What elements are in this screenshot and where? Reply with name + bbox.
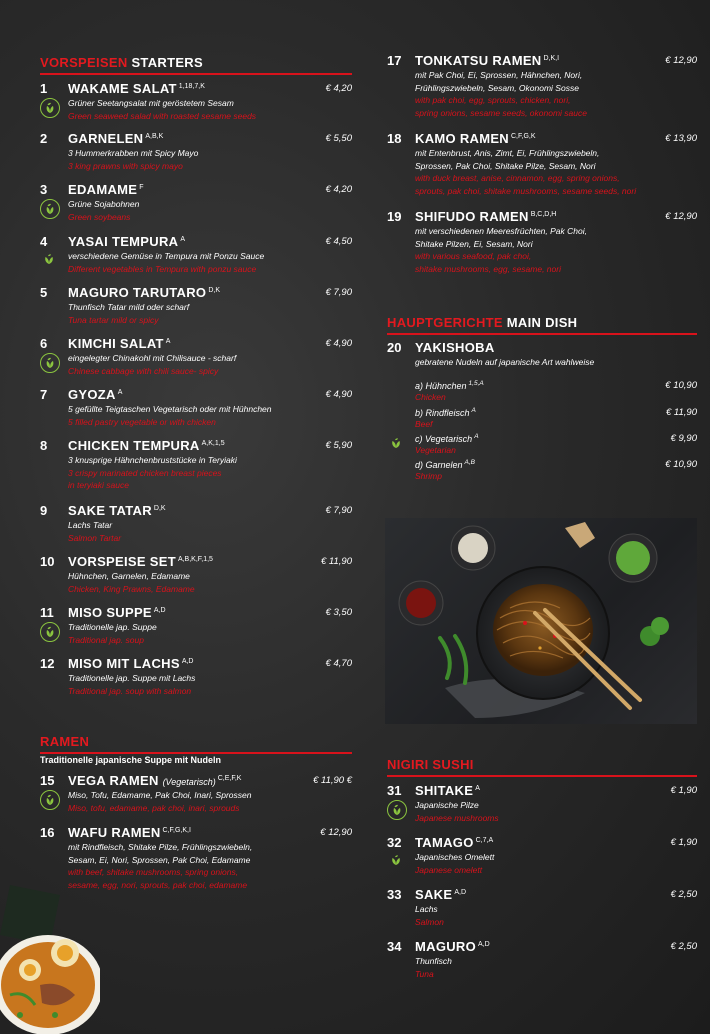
description-line: mit Rindfleisch, Shitake Pilze, Frühlingszwiebeln, <box>68 842 253 852</box>
item-number: 31 <box>387 783 402 798</box>
description-line: with various seafood, pak choi, <box>415 251 532 261</box>
menu-item <box>40 81 352 131</box>
description-line: Different vegetables in Tempura with ponzu sauce <box>68 263 257 274</box>
item-description-de <box>68 570 190 583</box>
item-name <box>68 503 166 518</box>
item-description-de <box>68 519 112 532</box>
allergen-codes: C,E,F,K <box>217 775 242 782</box>
item-number: 34 <box>387 939 402 954</box>
description-line: sesame, egg, nori, sprouts, pak choi, edamame <box>68 879 248 890</box>
variant-price: € 10,90 <box>665 459 697 470</box>
item-name-text: MAGURO TARUTARO <box>68 285 207 300</box>
variant-label-text: c) Vegetarisch <box>415 434 473 444</box>
item-price: € 13,90 <box>665 133 697 144</box>
allergen-codes: C,F,G,K,I <box>162 827 191 834</box>
item-name <box>68 182 144 197</box>
description-line: in teryiaki sauce <box>68 480 129 490</box>
menu-item <box>387 209 697 274</box>
item-number: 33 <box>387 887 402 902</box>
menu-item <box>40 656 352 706</box>
item-name <box>68 825 191 840</box>
menu-item <box>387 131 697 196</box>
nigiri-title: NIGIRI SUSHI <box>387 757 697 777</box>
description-line: Chicken, King Prawns, Edamame <box>68 583 195 594</box>
item-name-text: GYOZA <box>68 387 116 402</box>
menu-item <box>387 835 697 885</box>
item-name <box>415 939 490 954</box>
item-name-text: TONKATSU RAMEN <box>415 53 542 68</box>
item-description-en <box>68 583 195 596</box>
description-line: 3 king prawns with spicy mayo <box>68 160 183 171</box>
item-name <box>415 53 559 68</box>
variant-label-text: b) Rindfleisch <box>415 408 470 418</box>
item-name: YAKISHOBA <box>415 340 495 355</box>
description-line: with duck breast, anise, cinnamon, egg, spring onions, <box>415 173 620 183</box>
allergen-codes: A,B,K,F,1,5 <box>177 556 213 563</box>
description-line: Miso, Tofu, Edamame, Pak Choi, Inari, Sprossen <box>68 790 252 800</box>
item-name-text: SHIFUDO RAMEN <box>415 209 529 224</box>
allergen-codes: F <box>139 184 144 191</box>
item-name <box>415 209 556 224</box>
item-name <box>68 554 213 569</box>
menu-item <box>387 53 697 118</box>
item-description-de <box>415 799 479 812</box>
item-name <box>68 656 193 671</box>
item-price: € 7,90 <box>325 505 352 516</box>
menu-item <box>40 605 352 655</box>
item-description-en <box>68 802 240 815</box>
item-description-de <box>415 851 494 864</box>
description-line: sprouts, pak choi, shitake mushrooms, sesame seeds, nori <box>415 185 637 196</box>
item-price: € 5,50 <box>325 133 352 144</box>
item-name <box>68 336 170 351</box>
item-name-text: SHITAKE <box>415 783 474 798</box>
item-description-en <box>415 94 587 119</box>
item-description-en <box>68 160 183 173</box>
allergen-codes: A <box>117 389 123 396</box>
description-line: Tuna <box>415 968 434 979</box>
menu-item <box>40 387 352 437</box>
item-price: € 4,50 <box>325 236 352 247</box>
item-name-text: KIMCHI SALAT <box>68 336 164 351</box>
description-line: Traditionelle jap. Suppe mit Lachs <box>68 673 196 683</box>
allergen-codes: 1,5,A <box>468 380 484 387</box>
item-number: 1 <box>40 81 48 96</box>
description-line: Traditionelle jap. Suppe <box>68 622 157 632</box>
description-line: Salmon Tartar <box>68 532 122 543</box>
description-line: eingelegter Chinakohl mit Chilisauce - scharf <box>68 353 237 363</box>
description-line: shitake mushrooms, egg, sesame, nori <box>415 263 561 274</box>
item-description-en <box>68 365 218 378</box>
item-description-de <box>68 621 157 634</box>
item-number: 32 <box>387 835 402 850</box>
item-description-en <box>68 685 191 698</box>
item-description-de <box>68 250 264 263</box>
description-line: spring onions, sesame seeds, okonomi sauce <box>415 107 587 118</box>
description-line: 5 gefüllte Teigtaschen Vegetarisch oder mit Hühnchen <box>68 404 272 414</box>
item-name <box>415 835 493 850</box>
ramen-bowl-photo-art <box>0 885 100 1034</box>
menu-item <box>40 825 352 890</box>
item-name-text: MAGURO <box>415 939 477 954</box>
item-number: 3 <box>40 182 48 197</box>
item-description-de <box>68 789 251 802</box>
item-description-de <box>415 225 587 250</box>
item-description-de <box>68 352 236 365</box>
item-price: € 4,20 <box>325 83 352 94</box>
vegan-icon <box>40 199 60 219</box>
description-line: verschiedene Gemüse in Tempura mit Ponzu Sauce <box>68 251 265 261</box>
menu-item <box>40 773 352 823</box>
ramen-bowl-photo <box>0 885 100 1034</box>
item-description-de <box>415 903 438 916</box>
allergen-codes: A,D <box>454 889 466 896</box>
allergen-codes: C,7,A <box>475 837 494 844</box>
item-description-de <box>68 672 195 685</box>
item-note: (Vegetarisch) <box>162 777 216 787</box>
item-price: € 1,90 <box>670 837 697 848</box>
item-name-text: SAKE <box>415 887 453 902</box>
description-line: mit verschiedenen Meeresfrüchten, Pak Choi, <box>415 226 587 236</box>
item-price: € 12,90 <box>665 55 697 66</box>
variant-label <box>415 459 475 470</box>
item-number: 15 <box>40 773 55 788</box>
item-name <box>68 81 205 96</box>
description-line: Shitake Pilzen, Ei, Sesam, Nori <box>415 238 533 249</box>
description-line: with beef, shitake mushrooms, spring onions, <box>68 867 239 877</box>
item-price: € 4,90 <box>325 338 352 349</box>
item-description-de <box>68 97 234 110</box>
item-description-de <box>68 301 189 314</box>
description-line: mit Pak Choi, Ei, Sprossen, Hähnchen, Nori, <box>415 70 583 80</box>
item-description-en <box>68 314 159 327</box>
allergen-codes: A,B,K <box>145 133 164 140</box>
item-price: € 7,90 <box>325 287 352 298</box>
menu-item <box>387 939 697 989</box>
item-number: 7 <box>40 387 48 402</box>
allergen-codes: A,D <box>478 941 490 948</box>
vegan-icon <box>387 800 407 820</box>
starters-title: VORSPEISEN STARTERS <box>40 55 352 75</box>
item-description-de <box>415 955 452 968</box>
menu-item <box>40 285 352 335</box>
variant-label-text: a) Hühnchen <box>415 381 467 391</box>
description-line: 5 filled pastry vegetable or with chicken <box>68 416 216 427</box>
allergen-codes: A <box>180 236 185 243</box>
item-price: € 12,90 <box>320 827 352 838</box>
item-number: 4 <box>40 234 48 249</box>
ramen-title: RAMEN <box>40 734 352 754</box>
menu-item <box>387 887 697 937</box>
item-name-text: SAKE TATAR <box>68 503 152 518</box>
variant-label-en: Shrimp <box>415 471 442 481</box>
item-number: 12 <box>40 656 55 671</box>
description-line: Hühnchen, Garnelen, Edamame <box>68 571 190 581</box>
description-line: Grüne Sojabohnen <box>68 199 140 209</box>
description-line: Salmon <box>415 916 444 927</box>
item-price: € 11,90 <box>321 556 352 567</box>
variant-label <box>415 380 484 391</box>
item-name-text: KAMO RAMEN <box>415 131 509 146</box>
item-number: 20 <box>387 340 402 355</box>
description-line: Thunfisch <box>415 956 452 966</box>
menu-item <box>40 503 352 553</box>
item-name <box>68 605 166 620</box>
item-number: 18 <box>387 131 402 146</box>
item-price: € 1,90 <box>670 785 697 796</box>
menu-item <box>40 182 352 232</box>
item-number: 11 <box>40 605 54 620</box>
variant-label-en: Beef <box>415 419 433 429</box>
item-name-text: VEGA RAMEN <box>68 773 159 788</box>
item-number: 9 <box>40 503 48 518</box>
vegan-icon <box>40 353 60 373</box>
allergen-codes: A,D <box>153 607 166 614</box>
description-line: with pak choi, egg, sprouts, chicken, nori, <box>415 95 571 105</box>
item-description-en <box>68 467 222 492</box>
description-line: 3 Hummerkrabben mit Spicy Mayo <box>68 148 199 158</box>
item-name-text: YASAI TEMPURA <box>68 234 179 249</box>
yakisoba-photo <box>385 518 697 724</box>
variant-label-en: Chicken <box>415 392 446 402</box>
variant-price: € 11,90 <box>666 407 697 418</box>
item-description-de <box>68 147 198 160</box>
item-description-de <box>415 69 582 94</box>
item-number: 17 <box>387 53 402 68</box>
description-line: Japanese mushrooms <box>415 812 499 823</box>
item-description-en <box>68 263 256 276</box>
menu-item <box>40 336 352 386</box>
item-name <box>68 438 225 453</box>
item-price: € 2,50 <box>670 889 697 900</box>
allergen-codes: A <box>471 407 476 414</box>
description-line: Chinese cabbage with chili sauce- spicy <box>68 365 219 376</box>
vegan-icon <box>40 98 60 118</box>
item-name <box>68 285 220 300</box>
menu-item <box>40 438 352 488</box>
description-line: Thunfisch Tatar mild oder scharf <box>68 302 190 312</box>
item-price: € 11,90 € <box>313 775 352 786</box>
item-number: 19 <box>387 209 402 224</box>
item-description-de: gebratene Nudeln auf japanische Art wahlweise <box>415 357 595 367</box>
description-line: 3 knusprige Hähnchenbruststücke in Teryiaki <box>68 455 237 465</box>
item-name-text: GARNELEN <box>68 131 144 146</box>
vegan-icon <box>40 790 60 810</box>
allergen-codes: A <box>475 785 480 792</box>
variant-price: € 9,90 <box>670 433 697 444</box>
description-line: Lachs Tatar <box>68 520 113 530</box>
description-line: Tuna tartar mild or spicy <box>68 314 159 325</box>
item-name-text: WAFU RAMEN <box>68 825 161 840</box>
vegetarian-leaf-icon <box>389 436 403 448</box>
item-price: € 2,50 <box>670 941 697 952</box>
item-description-en <box>415 968 434 981</box>
description-line: Lachs <box>415 904 438 914</box>
variant-label-text: d) Garnelen <box>415 460 463 470</box>
vegetarian-leaf-icon <box>389 853 403 865</box>
item-name <box>68 387 122 402</box>
allergen-codes: D,K <box>208 287 221 294</box>
menu-item <box>387 783 697 833</box>
vegetarian-leaf-icon <box>42 252 56 264</box>
ramen-subtitle: Traditionelle japanische Suppe mit Nudeln <box>40 755 222 765</box>
item-description-en <box>68 416 216 429</box>
item-name <box>68 773 241 788</box>
variant-label <box>415 407 476 418</box>
description-line: Grüner Seetangsalat mit geröstetem Sesam <box>68 98 234 108</box>
item-name-text: TAMAGO <box>415 835 474 850</box>
item-description-de <box>68 403 272 416</box>
item-name-text: MISO SUPPE <box>68 605 152 620</box>
item-price: € 4,90 <box>325 389 352 400</box>
item-description-en <box>415 916 444 929</box>
description-line: Sesam, Ei, Nori, Sprossen, Pak Choi, Edamame <box>68 854 251 865</box>
item-name-text: VORSPEISE SET <box>68 554 176 569</box>
vegan-icon <box>40 622 60 642</box>
allergen-codes: D,K <box>153 505 166 512</box>
item-name-text: EDAMAME <box>68 182 138 197</box>
item-name-text: WAKAME SALAT <box>68 81 177 96</box>
allergen-codes: A <box>474 433 479 440</box>
yakisoba-photo-art <box>385 518 697 724</box>
description-line: Green seaweed salad with roasted sesame seeds <box>68 110 257 121</box>
item-number: 2 <box>40 131 48 146</box>
item-price: € 3,50 <box>325 607 352 618</box>
item-name <box>415 887 466 902</box>
description-line: Miso, tofu, edamame, pak choi, inari, sprouds <box>68 802 240 813</box>
item-name <box>68 131 163 146</box>
description-line: Traditional jap. soup with salmon <box>68 685 192 696</box>
allergen-codes: C,F,G,K <box>511 133 536 140</box>
item-price: € 4,70 <box>325 658 352 669</box>
item-name-text: CHICKEN TEMPURA <box>68 438 200 453</box>
description-line: 3 crispy marinated chicken breast pieces <box>68 467 222 478</box>
menu-item <box>40 234 352 284</box>
item-number: 5 <box>40 285 48 300</box>
item-price: € 4,20 <box>325 184 352 195</box>
main-dish-title: HAUPTGERICHTE MAIN DISH <box>387 315 697 335</box>
item-description-de <box>68 454 237 467</box>
description-line: Japanese omelett <box>415 864 483 875</box>
item-description-de <box>68 841 252 866</box>
item-name <box>68 234 185 249</box>
item-description-de <box>415 147 599 172</box>
allergen-codes: A <box>165 338 171 345</box>
item-description-en <box>68 634 144 647</box>
item-price: € 12,90 <box>665 211 697 222</box>
description-line: Japanische Pilze <box>415 800 479 810</box>
item-number: 6 <box>40 336 48 351</box>
allergen-codes: B,C,D,H <box>530 211 557 218</box>
description-line: Traditional jap. soup <box>68 634 144 645</box>
item-description-en <box>68 532 121 545</box>
item-name <box>415 783 480 798</box>
menu-item <box>40 554 352 604</box>
item-name-text: MISO MIT LACHS <box>68 656 180 671</box>
item-description-en <box>68 110 256 123</box>
variant-label-en: Vegetarian <box>415 445 456 455</box>
right-column <box>387 0 697 1034</box>
description-line: Japanisches Omelett <box>415 852 495 862</box>
allergen-codes: A,B <box>464 459 476 466</box>
item-number: 8 <box>40 438 48 453</box>
allergen-codes: A,K,1,5 <box>201 440 225 447</box>
description-line: Green soybeans <box>68 211 131 222</box>
description-line: Sprossen, Pak Choi, Shitake Pilze, Sesam, Nori <box>415 160 596 171</box>
item-description-de <box>68 198 139 211</box>
item-name <box>415 131 536 146</box>
item-description-en <box>68 211 130 224</box>
variant-label <box>415 433 479 444</box>
variant-price: € 10,90 <box>665 380 697 391</box>
item-description-en <box>415 812 499 825</box>
left-column <box>40 0 352 1034</box>
description-line: Frühlingszwiebeln, Sesam, Okonomi Sosse <box>415 82 579 93</box>
item-number: 16 <box>40 825 55 840</box>
allergen-codes: A,D <box>181 658 194 665</box>
item-description-en <box>415 250 561 275</box>
item-number: 10 <box>40 554 55 569</box>
description-line: mit Entenbrust, Anis, Zimt, Ei, Frühlingszwiebeln, <box>415 148 600 158</box>
item-price: € 5,90 <box>325 440 352 451</box>
allergen-codes: D,K,I <box>543 55 560 62</box>
item-description-en <box>415 172 636 197</box>
menu-item <box>40 131 352 181</box>
item-description-en <box>415 864 482 877</box>
allergen-codes: 1,18,7,K <box>178 83 205 90</box>
